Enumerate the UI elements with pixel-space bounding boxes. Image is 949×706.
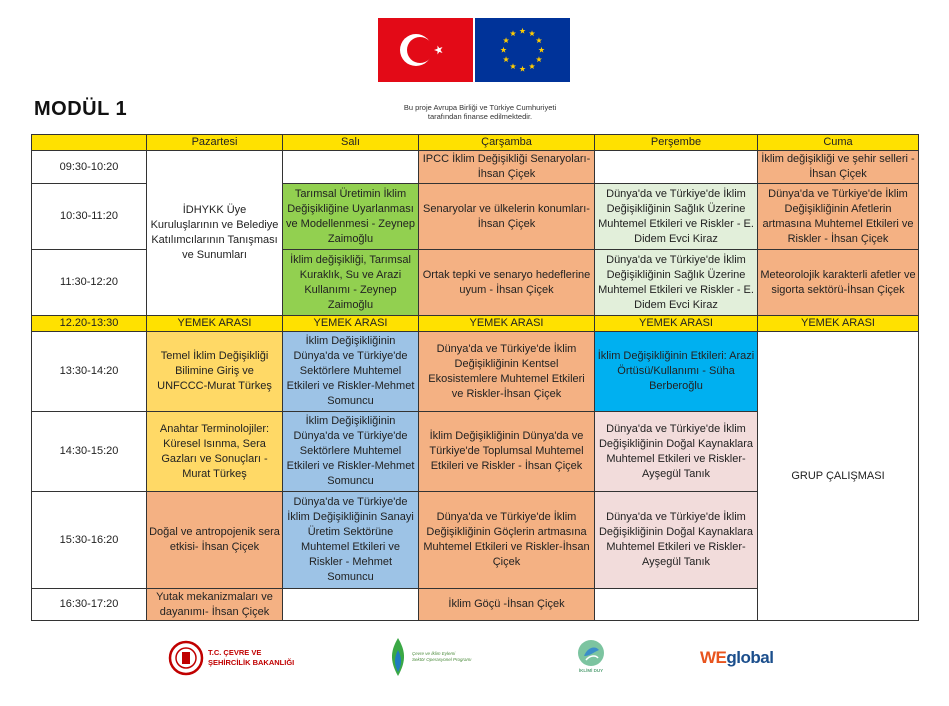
session-fri-t2: Dünya'da ve Türkiye'de İklim Değişikliğinin Afetlerin artmasına Muhtemel Etkileri ve Riskler - İhsan Çiçek bbox=[758, 184, 919, 250]
leaf-drop-icon bbox=[387, 636, 409, 678]
module-title: MODÜL 1 bbox=[34, 98, 128, 120]
session-thu-t2: Dünya'da ve Türkiye'de İklim Değişikliğinin Sağlık Üzerine Muhtemel Etkileri ve Riskler - E. Didem Evci Kiraz bbox=[595, 184, 758, 250]
session-thu-t6: Dünya'da ve Türkiye'de İklim Değişikliğinin Doğal Kaynaklara Muhtemel Etkileri ve Riskler-Ayşegül Tanık bbox=[595, 492, 758, 589]
time-slot-2: 10:30-11:20 bbox=[32, 184, 147, 250]
session-tue-t5: İklim Değişikliğinin Dünya'da ve Türkiye'de Sektörlere Muhtemel Etkileri ve Riskler-Mehmet Somuncu bbox=[283, 412, 419, 492]
session-mon-t5: Anahtar Terminolojiler: Küresel Isınma, Sera Gazları ve Sonuçları - Murat Türkeş bbox=[147, 412, 283, 492]
session-mon-t6: Doğal ve antropojenik sera etkisi- İhsan Çiçek bbox=[147, 492, 283, 589]
lunch-monday: YEMEK ARASI bbox=[147, 316, 283, 332]
session-mon-t4: Temel İklim Değişikliği Bilimine Giriş ve UNFCCC-Murat Türkeş bbox=[147, 332, 283, 412]
funding-note: Bu proje Avrupa Birliği ve Türkiye Cumhuriyeti tarafından finanse edilmektedir. bbox=[403, 103, 557, 121]
session-wed-t1: IPCC İklim Değişikliği Senaryoları-İhsan Çiçek bbox=[419, 151, 595, 184]
session-thu-t7 bbox=[595, 589, 758, 621]
schedule-table bbox=[31, 134, 919, 621]
time-slot-5: 14:30-15:20 bbox=[32, 412, 147, 492]
day-header-monday: Pazartesi bbox=[147, 135, 283, 151]
time-slot-lunch: 12.20-13:30 bbox=[32, 316, 147, 332]
header-empty bbox=[32, 135, 147, 151]
time-slot-7: 16:30-17:20 bbox=[32, 589, 147, 621]
session-wed-t7: İklim Göçü -İhsan Çiçek bbox=[419, 589, 595, 621]
iklimi-duy-label: İKLİMİ DUY bbox=[578, 668, 604, 673]
session-mon-t7: Yutak mekanizmaları ve dayanımı- İhsan Çiçek bbox=[147, 589, 283, 621]
ministry-name-line2: ŞEHİRCİLİK BAKANLIĞI bbox=[208, 658, 295, 667]
time-slot-6: 15:30-16:20 bbox=[32, 492, 147, 589]
program-logo bbox=[387, 636, 472, 678]
eu-star-icon bbox=[503, 37, 509, 43]
day-header-thursday: Perşembe bbox=[595, 135, 758, 151]
session-wed-t6: Dünya'da ve Türkiye'de İklim Değişikliğinin Göçlerin artmasına Muhtemel Etkileri ve Riskler-İhsan Çiçek bbox=[419, 492, 595, 589]
ministry-emblem-icon bbox=[168, 640, 204, 676]
session-tue-t4: İklim Değişikliğinin Dünya'da ve Türkiye'de Sektörlere Muhtemel Etkileri ve Riskler-Mehmet Somuncu bbox=[283, 332, 419, 412]
weglobal-rest: global bbox=[726, 648, 774, 667]
session-fri-afternoon: GRUP ÇALIŞMASI bbox=[758, 332, 919, 621]
time-slot-3: 11:30-12:20 bbox=[32, 250, 147, 316]
lunch-friday: YEMEK ARASI bbox=[758, 316, 919, 332]
ministry-logo bbox=[168, 640, 294, 676]
eu-flag bbox=[475, 18, 570, 82]
session-thu-t5: Dünya'da ve Türkiye'de İklim Değişikliğinin Doğal Kaynaklara Muhtemel Etkileri ve Riskler-Ayşegül Tanık bbox=[595, 412, 758, 492]
eu-star-icon bbox=[500, 47, 506, 53]
weglobal-logo bbox=[700, 648, 773, 668]
eu-star-icon bbox=[519, 66, 525, 72]
eu-star-icon bbox=[510, 30, 516, 36]
session-tue-t6: Dünya'da ve Türkiye'de İklim Değişikliğinin Sanayi Üretim Sektörüne Muhtemel Etkileri ve Riskler - Mehmet Somuncu bbox=[283, 492, 419, 589]
eu-star-icon bbox=[529, 30, 535, 36]
eu-star-icon bbox=[519, 28, 525, 34]
session-tue-t2: Tarımsal Üretimin İklim Değişikliğine Uyarlanması ve Modellenmesi - Zeynep Zaimoğlu bbox=[283, 184, 419, 250]
eu-star-icon bbox=[538, 47, 544, 53]
session-tue-t1 bbox=[283, 151, 419, 184]
day-header-wednesday: Çarşamba bbox=[419, 135, 595, 151]
session-thu-t4: İklim Değişikliğinin Etkileri: Arazi Örtüsü/Kullanımı - Süha Berberoğlu bbox=[595, 332, 758, 412]
session-fri-t3: Meteorolojik karakterli afetler ve sigorta sektörü-İhsan Çiçek bbox=[758, 250, 919, 316]
eu-star-icon bbox=[536, 37, 542, 43]
footer-logos bbox=[0, 636, 949, 686]
globe-leaf-icon bbox=[576, 638, 606, 668]
session-mon-morning: İDHYKK Üye Kuruluşlarının ve Belediye Katılımcılarının Tanışması ve Sunumları bbox=[147, 151, 283, 316]
session-tue-t3: İklim değişikliği, Tarımsal Kuraklık, Su ve Arazi Kullanımı - Zeynep Zaimoğlu bbox=[283, 250, 419, 316]
turkey-flag bbox=[378, 18, 473, 82]
eu-star-icon bbox=[503, 56, 509, 62]
day-header-friday: Cuma bbox=[758, 135, 919, 151]
session-wed-t2: Senaryolar ve ülkelerin konumları- İhsan Çiçek bbox=[419, 184, 595, 250]
session-tue-t7 bbox=[283, 589, 419, 621]
iklimi-duy-logo bbox=[576, 638, 606, 673]
session-wed-t3: Ortak tepki ve senaryo hedeflerine uyum - İhsan Çiçek bbox=[419, 250, 595, 316]
weglobal-we: WE bbox=[700, 648, 727, 667]
time-slot-1: 09:30-10:20 bbox=[32, 151, 147, 184]
session-thu-t1 bbox=[595, 151, 758, 184]
program-name-line2: Sektör Operasyonel Programı bbox=[412, 657, 472, 662]
session-fri-t1: İklim değişikliği ve şehir selleri - İhsan Çiçek bbox=[758, 151, 919, 184]
lunch-thursday: YEMEK ARASI bbox=[595, 316, 758, 332]
eu-star-icon bbox=[529, 63, 535, 69]
ministry-name-line1: T.C. ÇEVRE VE bbox=[208, 648, 262, 657]
program-name-line1: Çevre ve İklim Eylemi bbox=[412, 651, 456, 656]
session-thu-t3: Dünya'da ve Türkiye'de İklim Değişikliğinin Sağlık Üzerine Muhtemel Etkileri ve Riskler - E. Didem Evci Kiraz bbox=[595, 250, 758, 316]
eu-star-icon bbox=[536, 56, 542, 62]
session-wed-t4: Dünya'da ve Türkiye'de İklim Değişikliğinin Kentsel Ekosistemlere Muhtemel Etkileri ve Riskler-İhsan Çiçek bbox=[419, 332, 595, 412]
session-wed-t5: İklim Değişikliğinin Dünya'da ve Türkiye'de Toplumsal Muhtemel Etkileri ve Riskler - İhsan Çiçek bbox=[419, 412, 595, 492]
day-header-tuesday: Salı bbox=[283, 135, 419, 151]
eu-star-icon bbox=[510, 63, 516, 69]
lunch-wednesday: YEMEK ARASI bbox=[419, 316, 595, 332]
time-slot-4: 13:30-14:20 bbox=[32, 332, 147, 412]
lunch-tuesday: YEMEK ARASI bbox=[283, 316, 419, 332]
